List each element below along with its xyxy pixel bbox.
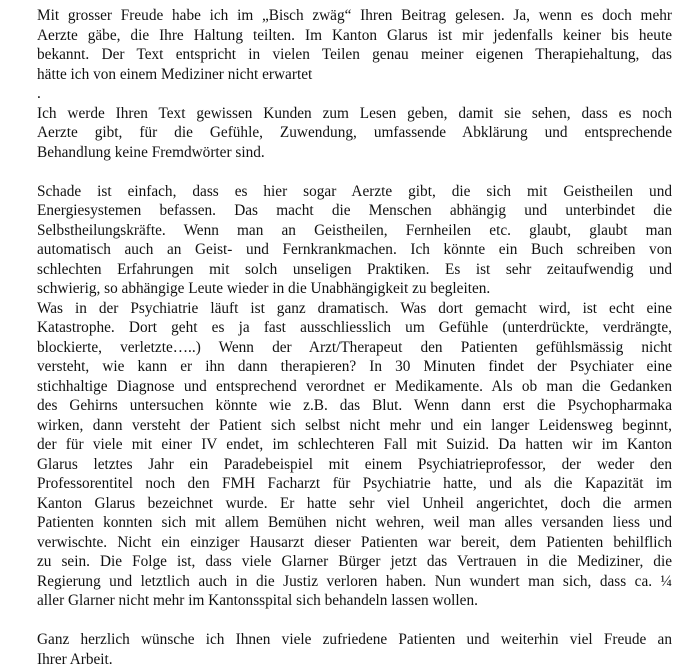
paragraph-text-sharing [37, 104, 672, 163]
text-line: hätte ich von einem Mediziner nicht erwartet [37, 65, 672, 85]
text-line: verwischte. Nicht ein einziger Hausarzt dieser Patienten war bereit, dem Patienten behilflich [37, 533, 672, 553]
text-line: Was in der Psychiatrie läuft ist ganz dramatisch. Was dort gemacht wird, ist echt eine [37, 299, 672, 319]
paragraph-geistheilen [37, 182, 672, 299]
text-line: automatisch auch an Geist- und Fernkrankmachen. Ich könnte ein Buch schreiben von [37, 240, 672, 260]
letter-page [37, 6, 672, 669]
paragraph-gap [37, 162, 672, 182]
text-line: Behandlung keine Fremdwörter sind. [37, 143, 672, 163]
text-line: Glarus letztes Jahr ein Paradebeispiel mit einem Psychiatrieprofessor, der weder den [37, 455, 672, 475]
text-line: Mit grosser Freude habe ich im „Bisch zwäg“ Ihren Beitrag gelesen. Ja, wenn es doch mehr [37, 6, 672, 26]
text-line: Ihrer Arbeit. [37, 650, 672, 669]
text-line: wirken, dann versteht der Patient sich selbst nicht mehr und ein langer Leidensweg beginnt, [37, 416, 672, 436]
text-line: Ich werde Ihren Text gewissen Kunden zum Lesen geben, damit sie sehen, dass es noch [37, 104, 672, 124]
text-line: schlechten Erfahrungen mit solch unseligen Praktiken. Es ist sehr zeitaufwendig und [37, 260, 672, 280]
text-line: Selbstheilungskräfte. Wenn man an Geistheilen, Fernheilen etc. glaubt, glaubt man [37, 221, 672, 241]
text-line: Aerzte gibt, für die Gefühle, Zuwendung, umfassende Abklärung und entsprechende [37, 123, 672, 143]
paragraph-greeting [37, 6, 672, 84]
text-line: schwierig, so abhängige Leute wieder in die Unabhängigkeit zu begleiten. [37, 279, 672, 299]
text-line: Schade ist einfach, dass es hier sogar Aerzte gibt, die sich mit Geistheilen und [37, 182, 672, 202]
text-line: Professorentitel noch den FMH Facharzt für Psychiatrie hatte, und als die Kapazität im [37, 474, 672, 494]
text-line: Katastrophe. Dort geht es ja fast ausschliesslich um Gefühle (unterdrückte, verdrängte, [37, 318, 672, 338]
paragraph-closing [37, 630, 672, 669]
text-line: bekannt. Der Text entspricht in vielen Teilen genau meiner eigenen Therapiehaltung, das [37, 45, 672, 65]
stray-period: . [37, 84, 672, 104]
text-line: zu sein. Die Folge ist, dass viele Glarner Bürger jetzt das Vertrauen in die Mediziner, die [37, 552, 672, 572]
text-line: aller Glarner nicht mehr im Kantonsspital sich behandeln lassen wollen. [37, 591, 672, 611]
paragraph-gap [37, 611, 672, 631]
text-line: Ganz herzlich wünsche ich Ihnen viele zufriedene Patienten und weiterhin viel Freude an [37, 630, 672, 650]
text-line: versteht, wie kann er ihn dann therapieren? In 30 Minuten findet der Psychiater eine [37, 357, 672, 377]
text-line: Energiesystemen befassen. Das macht die Menschen abhängig und unterbindet die [37, 201, 672, 221]
text-line: Regierung und letztlich auch in die Justiz verloren haben. Nun wundert man sich, dass ca. ¼ [37, 572, 672, 592]
text-line: blockierte, verletzte…..) Wenn der Arzt/Therapeut den Patienten gefühlsmässig nicht [37, 338, 672, 358]
text-line: des Gehirns untersuchen könnte wie z.B. das Blut. Wenn dann erst die Psychopharmaka [37, 396, 672, 416]
text-line: der für viele mit einer IV endet, im schlechteren Fall mit Suizid. Da hatten wir im Kanton [37, 435, 672, 455]
paragraph-psychiatrie [37, 299, 672, 611]
text-line: Aerzte gäbe, die Ihre Haltung teilten. Im Kanton Glarus ist mir jedenfalls keiner bis heute [37, 26, 672, 46]
text-line: Kanton Glarus bezeichnet wurde. Er hatte sehr viel Unheil angerichtet, doch die armen [37, 494, 672, 514]
text-line: Patienten konnten sich mit allem Bemühen nicht wehren, weil man alles versanden liess und [37, 513, 672, 533]
text-line: stichhaltige Diagnose und entsprechend verordnet er Medikamente. Als ob man die Gedanken [37, 377, 672, 397]
